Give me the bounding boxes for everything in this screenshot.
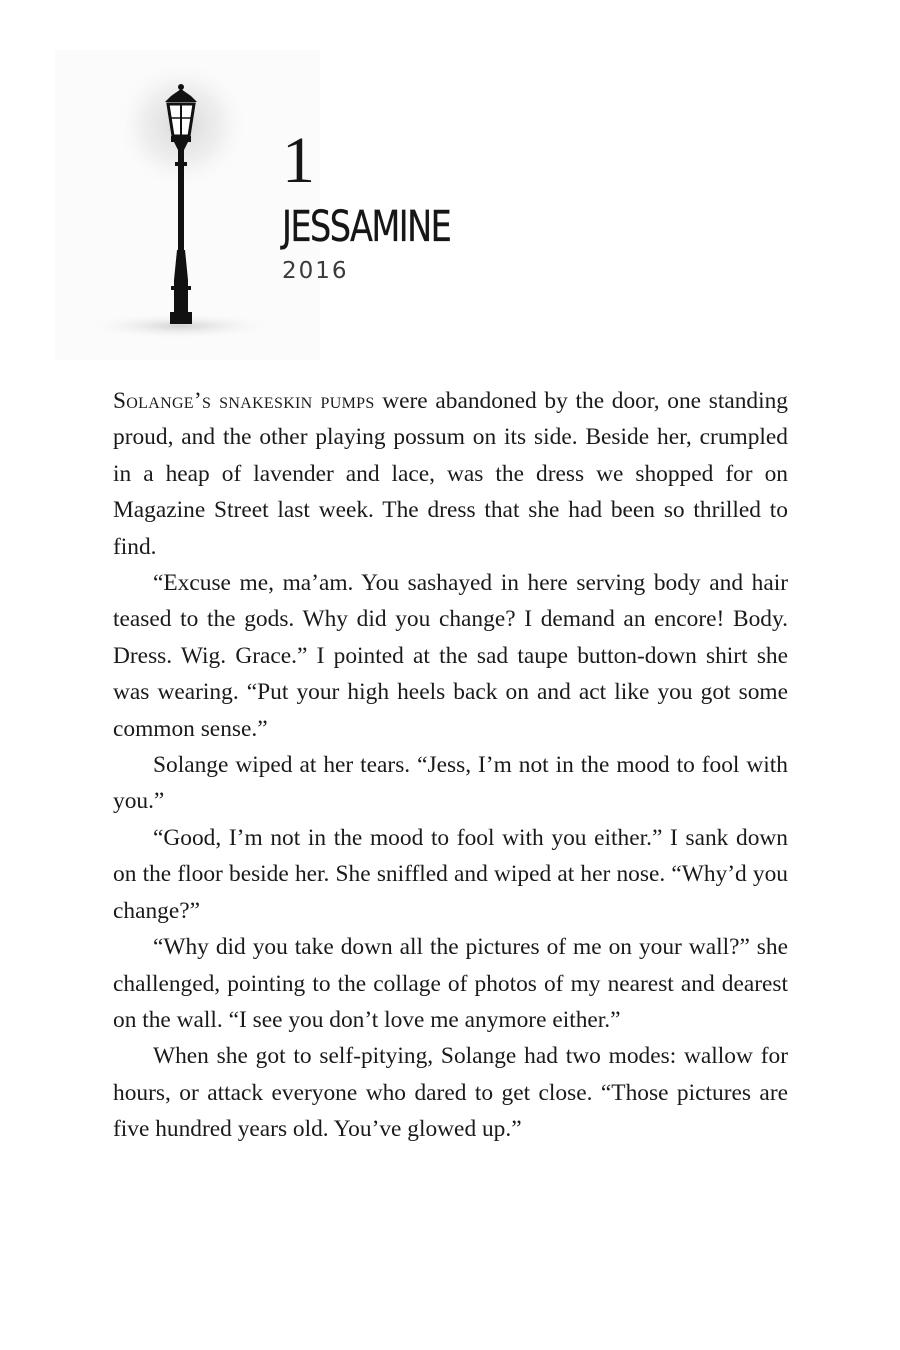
chapter-year: 2016 [282,258,349,284]
paragraph-text: were abandoned by the door, one standing proud, and the other playing possum on its side. Beside her, crumpled in a heap of lavender and lace, was the dress we shopped for on Magazine Street last week. The dress that she had been so thrilled to find. [113,388,789,560]
paragraph [113,383,788,565]
paragraph: When she got to self-pitying, Solange had two modes: wallow for hours, or attack everyone who dared to get close. “Those pictures are five hundred years old. You’ve glowed up.” [113,1043,788,1143]
chapter-title: JESSAMINE [282,202,451,252]
paragraph: Solange wiped at her tears. “Jess, I’m not in the mood to fool with you.” [113,752,788,815]
chapter-number: 1 [282,124,316,197]
chapter-body [113,383,788,1148]
paragraph: “Excuse me, ma’am. You sashayed in here serving body and hair teased to the gods. Why did you change? I demand an encore! Body. Dress. Wig. Grace.” I pointed at the sad taupe button-down shirt she was wearing. “Put your high heels back on and act like you got some common sense.” [113,570,788,742]
chapter-heading [282,124,498,284]
lead-in-smallcaps: Solange’s snakeskin pumps [113,388,375,414]
street-lamp-icon [55,50,320,360]
paragraph: “Good, I’m not in the mood to fool with you either.” I sank down on the floor beside her. She sniffled and wiped at her nose. “Why’d you change?” [113,824,788,924]
paragraph: “Why did you take down all the pictures of me on your wall?” she challenged, pointing to the collage of photos of my nearest and dearest on the wall. “I see you don’t love me anymore either.” [113,934,788,1033]
